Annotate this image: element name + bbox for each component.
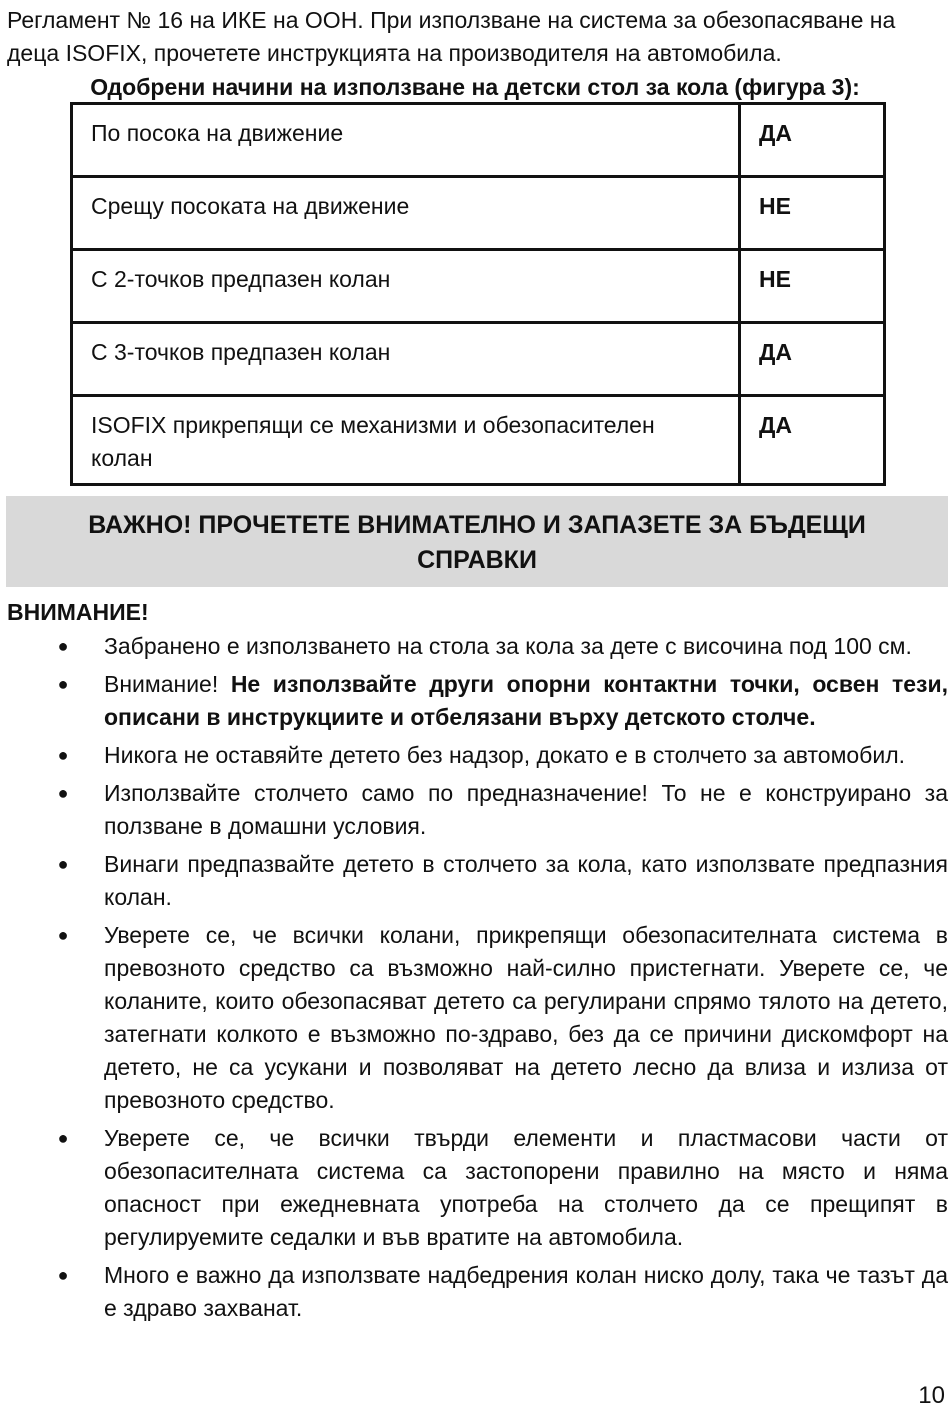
- table-title: Одобрени начини на използване на детски стол за кола (фигура 3):: [90, 74, 860, 100]
- warning-text: Уверете се, че всички колани, прикрепящи обезопасителната система в превозното средство са възможно най-силно пристегнати. Уверете се, че коланите, които обезопасяват детето са регулирани спрямо тялото на детето, затегнати колкото е възможно по-здраво, без да се причини дискомфорт на детето, не са усукани и позволяват на детето лесно да влиза и излиза от превозното средство.: [104, 922, 948, 1113]
- list-item: [0, 1122, 950, 1254]
- warning-text: Уверете се, че всички твърди елементи и пластмасови части от обезопасителната система са застопорени правилно на място и няма опасност при ежедневната употреба на столчето да се прещипят в регулируемите седалки и във вратите на автомобила.: [104, 1125, 948, 1250]
- table-row: [72, 323, 885, 396]
- usage-label: ISOFIX прикрепящи се механизми и обезопасителен колан: [72, 396, 740, 485]
- list-item: [0, 630, 950, 663]
- table-row: [72, 177, 885, 250]
- intro-paragraph: Регламент № 16 на ИКЕ на ООН. При използване на система за обезопасяване на деца ISOFIX, прочетете инструкцията на производителя на автомобила.: [7, 7, 896, 66]
- bullet-icon: ●: [57, 674, 69, 694]
- usage-value: ДА: [740, 104, 885, 177]
- warning-text: Много е важно да използвате надбедрения колан ниско долу, така че тазът да е здраво захванат.: [104, 1262, 948, 1321]
- list-item: [0, 919, 950, 1117]
- warning-text: Никога не оставяйте детето без надзор, докато е в столчето за автомобил.: [104, 742, 906, 768]
- warning-prefix: Внимание!: [104, 671, 231, 697]
- usage-value: ДА: [740, 323, 885, 396]
- usage-label: Срещу посоката на движение: [72, 177, 740, 250]
- list-item: [0, 1259, 950, 1325]
- table-row: [72, 396, 885, 485]
- usage-table: [70, 102, 886, 486]
- list-item: [0, 777, 950, 843]
- bullet-icon: ●: [57, 925, 69, 945]
- warning-text: Забранено е използването на стола за кола за дете с височина под 100 см.: [104, 633, 912, 659]
- attention-heading: ВНИМАНИЕ!: [7, 599, 149, 625]
- usage-value: НЕ: [740, 177, 885, 250]
- warnings-list: [0, 630, 950, 1330]
- warning-text: Използвайте столчето само по предназначение! То не е конструирано за ползване в домашни условия.: [104, 780, 948, 839]
- warning-bold-text: Не използвайте други опорни контактни точки, освен тези, описани в инструкциите и отбелязани върху детското столче.: [104, 671, 948, 730]
- list-item: [0, 739, 950, 772]
- usage-label: По посока на движение: [72, 104, 740, 177]
- bullet-icon: ●: [57, 636, 69, 656]
- list-item: [0, 848, 950, 914]
- usage-value: НЕ: [740, 250, 885, 323]
- usage-label: С 2-точков предпазен колан: [72, 250, 740, 323]
- list-item: [0, 668, 950, 734]
- bullet-icon: ●: [57, 1265, 69, 1285]
- table-row: [72, 250, 885, 323]
- bullet-icon: ●: [57, 854, 69, 874]
- important-banner: ВАЖНО! ПРОЧЕТЕТЕ ВНИМАТЕЛНО И ЗАПАЗЕТЕ ЗА БЪДЕЩИ СПРАВКИ: [6, 496, 948, 587]
- bullet-icon: ●: [57, 1128, 69, 1148]
- warning-text: Винаги предпазвайте детето в столчето за кола, като използвате предпазния колан.: [104, 851, 948, 910]
- usage-value: ДА: [740, 396, 885, 485]
- page-number: 10: [918, 1382, 945, 1409]
- table-row: [72, 104, 885, 177]
- bullet-icon: ●: [57, 783, 69, 803]
- usage-label: С 3-точков предпазен колан: [72, 323, 740, 396]
- bullet-icon: ●: [57, 745, 69, 765]
